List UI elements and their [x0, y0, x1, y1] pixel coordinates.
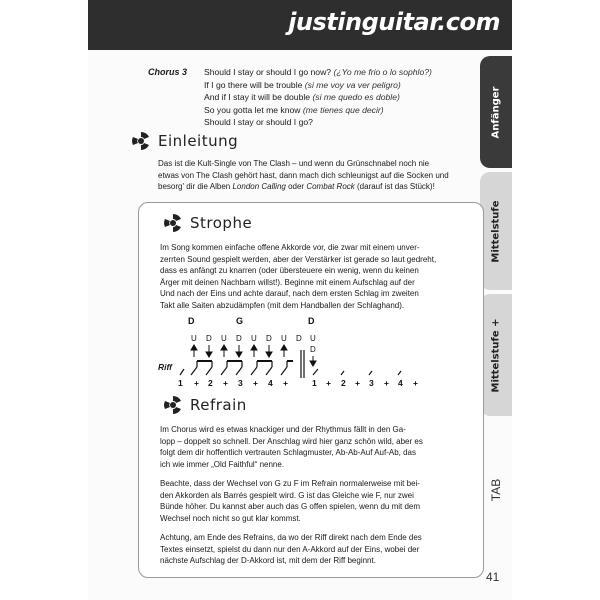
strum-letter: D	[206, 334, 212, 343]
count-label: 4	[268, 378, 273, 388]
chord-label: D	[308, 316, 315, 326]
refrain-paragraph-2: Beachte, dass der Wechsel von G zu F im Refrain normalerweise mit bei- den Akkorden als Barrés gespielt wird. G ist das Gleiche wie F, nur zwei Bünde höher. Du kannst aber auch das G offen spielen, wenn du mit dem Wechsel noch nicht so gut klar kommst.	[160, 479, 421, 523]
count-label: +	[283, 378, 288, 388]
triskelion-icon	[130, 130, 152, 152]
strum-letter: U	[191, 334, 197, 343]
einleitung-text: Das ist die Kult-Single von The Clash – und wenn du Grünschnabel noch nie etwas von The Clash gehört hast, dann mach dich schleunigst auf die Socken und besorg' dir die Alben London Calling oder Combat Rock (darauf ist das Stück)!	[158, 159, 449, 191]
tab-mittelstufe-label: Mittelstufe	[490, 199, 502, 263]
chorus-lyrics	[204, 66, 484, 129]
tab-mittelstufe-plus[interactable]	[480, 294, 512, 416]
strum-letter: D	[236, 334, 242, 343]
count-label: +	[223, 378, 228, 388]
rhythm-notation	[158, 316, 478, 392]
strum-letter: U	[281, 334, 287, 343]
count-label: 1	[178, 378, 183, 388]
count-label: 3	[369, 378, 374, 388]
count-label: +	[194, 378, 199, 388]
strum-letter: D	[296, 334, 302, 343]
lyric-line: Should I stay or should I go now? (¿Yo me frio o lo sophlo?)	[204, 67, 432, 77]
count-label: +	[253, 378, 258, 388]
count-label: 2	[208, 378, 213, 388]
outer-margin	[0, 0, 88, 600]
strum-arrows-and-rhythm	[158, 344, 478, 378]
strophe-text: Im Song kommen einfache offene Akkorde vor, die zwar mit einem unver- zerrten Sound gespielt werden, aber der Verstärker ist gerade so laut gedreht, dass es anfängt zu knarren (oder übersteuere ein wenig, wenn du keinen Ärger mit deinen Nachbarn willst!). Beginne mit einem Aufschlag auf der Und nach der Eins und achte darauf, nach dem ersten Schlag im zweiten Takt alle Saiten abzudämpfen (mit dem Handballen der Schlaghand).	[160, 243, 437, 310]
riff-label: Riff	[158, 362, 173, 372]
side-tabs	[480, 0, 514, 600]
tab-anfaenger[interactable]	[480, 56, 512, 168]
page-number: 41	[486, 570, 500, 584]
strum-letter: U	[251, 334, 257, 343]
count-label: +	[384, 378, 389, 388]
triskelion-icon	[162, 212, 184, 234]
count-label: 1	[312, 378, 317, 388]
triskelion-icon	[162, 394, 184, 416]
brand-logo: justinguitar.com	[288, 8, 500, 36]
tab-mittelstufe-plus-label: Mittelstufe +	[490, 318, 502, 392]
lyric-line: Should I stay or should I go?	[204, 117, 313, 127]
strum-letter: D	[310, 345, 316, 354]
lyric-line: If I go there will be trouble (si me voy va ver peligro)	[204, 79, 401, 90]
tab-side-label: TAB	[488, 478, 503, 502]
refrain-paragraph-3: Achtung, am Ende des Refrains, da wo der Riff direkt nach dem Ende des Textes einsetzt, spielst du dann nur den A-Akkord auf der Eins, wobei der nächste Aufschlag der D-Akkord ist, mit dem der Riff beginnt.	[160, 533, 422, 565]
count-label: +	[413, 378, 418, 388]
tab-anfaenger-label: Anfänger	[490, 86, 502, 138]
refrain-paragraph-1: Im Chorus wird es etwas knackiger und der Rhythmus fällt in den Ga- lopp – doppelt so schnell. Der Anschlag wird hier ganz schön wild, aber es folgt dem dir hoffentlich vertrauten Schlagmuster, Ab-Ab-Auf Auf-Ab, das ich wie immer „Old Faithful“ nenne.	[160, 425, 423, 469]
count-label: +	[326, 378, 331, 388]
tab-mittelstufe[interactable]	[480, 172, 512, 290]
strum-letter: U	[221, 334, 227, 343]
strum-letter: D	[266, 334, 272, 343]
count-label: 2	[341, 378, 346, 388]
section-title-strophe: Strophe	[190, 214, 253, 232]
count-label: 4	[398, 378, 403, 388]
count-label: +	[355, 378, 360, 388]
chorus-label: Chorus 3	[148, 67, 188, 77]
lyric-line: And if I stay it will be double (si me quedo es doble)	[204, 92, 400, 102]
chord-label: G	[236, 316, 244, 326]
chord-label: D	[188, 316, 195, 326]
lyric-line: So you gotta let me know (me tienes que decir)	[204, 104, 384, 115]
strum-letter: U	[310, 334, 316, 343]
header-bar	[88, 0, 512, 50]
section-title-refrain: Refrain	[190, 396, 247, 414]
section-title-einleitung: Einleitung	[158, 132, 239, 150]
count-label: 3	[238, 378, 243, 388]
